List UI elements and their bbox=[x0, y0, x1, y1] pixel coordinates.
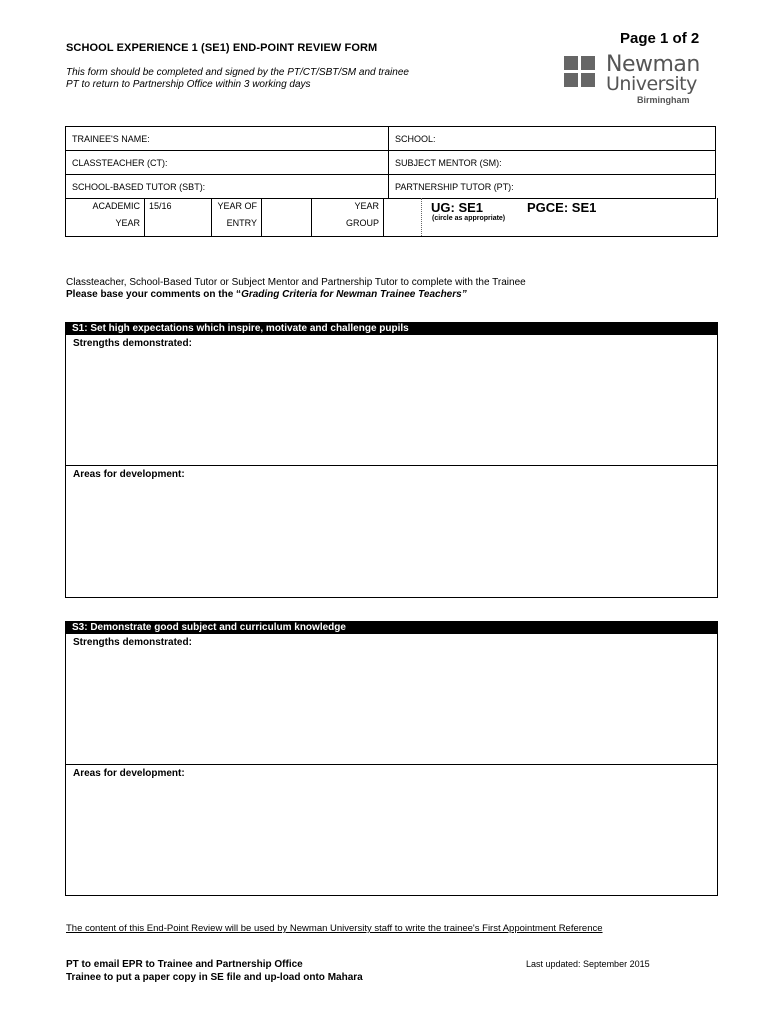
academic-year-label: ACADEMIC YEAR bbox=[66, 198, 145, 236]
footer-note: The content of this End-Point Review will be used by Newman University staff to write the trainee's First Appointment Reference bbox=[66, 923, 603, 934]
trainee-details-table bbox=[65, 126, 716, 199]
footer-instructions bbox=[66, 958, 363, 984]
year-group-value[interactable] bbox=[384, 198, 422, 236]
form-title: SCHOOL EXPERIENCE 1 (SE1) END-POINT REVIEW FORM bbox=[66, 42, 378, 54]
section-heading: S1: Set high expectations which inspire, motivate and challenge pupils bbox=[66, 323, 717, 335]
school-field[interactable]: SCHOOL: bbox=[389, 127, 716, 151]
strengths-label: Strengths demonstrated: bbox=[73, 338, 192, 349]
section-s1 bbox=[65, 322, 718, 598]
strengths-box[interactable] bbox=[66, 335, 717, 466]
guidance-text-bold: Please base your comments on the “Grading Criteria for Newman Trainee Teachers” bbox=[66, 289, 467, 300]
year-of-entry-value[interactable] bbox=[262, 198, 312, 236]
strengths-box[interactable] bbox=[66, 634, 717, 765]
section-heading: S3: Demonstrate good subject and curriculum knowledge bbox=[66, 622, 717, 634]
logo-text: University bbox=[606, 73, 697, 95]
year-group-label: YEAR GROUP bbox=[312, 198, 384, 236]
development-box[interactable] bbox=[66, 466, 717, 595]
page-number: Page 1 of 2 bbox=[620, 30, 700, 47]
footer-line: Trainee to put a paper copy in SE file and up-load onto Mahara bbox=[66, 972, 363, 983]
guidance-text: Classteacher, School-Based Tutor or Subject Mentor and Partnership Tutor to complete with the Trainee bbox=[66, 277, 526, 288]
trainee-name-field[interactable]: TRAINEE'S NAME: bbox=[66, 127, 389, 151]
year-of-entry-label: YEAR OF ENTRY bbox=[212, 198, 262, 236]
form-instructions bbox=[66, 67, 409, 91]
development-label: Areas for development: bbox=[73, 768, 185, 779]
subject-mentor-field[interactable]: SUBJECT MENTOR (SM): bbox=[389, 151, 716, 175]
logo-text: Birmingham bbox=[637, 95, 690, 105]
last-updated: Last updated: September 2015 bbox=[526, 959, 650, 969]
instruction-line: This form should be completed and signed by the PT/CT/SBT/SM and trainee bbox=[66, 67, 409, 78]
year-details-row bbox=[65, 198, 718, 237]
section-s3 bbox=[65, 621, 718, 896]
academic-year-value[interactable]: 15/16 bbox=[145, 198, 212, 236]
classteacher-field[interactable]: CLASSTEACHER (CT): bbox=[66, 151, 389, 175]
newman-university-logo bbox=[564, 52, 704, 108]
circle-note: (circle as appropriate) bbox=[432, 215, 506, 222]
partnership-tutor-field[interactable]: PARTNERSHIP TUTOR (PT): bbox=[389, 175, 716, 199]
logo-text: Newman bbox=[606, 52, 700, 77]
ug-option[interactable]: UG: SE1 bbox=[431, 200, 484, 215]
development-box[interactable] bbox=[66, 765, 717, 893]
pgce-option[interactable]: PGCE: SE1 bbox=[527, 200, 597, 215]
footer-line: PT to email EPR to Trainee and Partnership Office bbox=[66, 959, 303, 970]
school-based-tutor-field[interactable]: SCHOOL-BASED TUTOR (SBT): bbox=[66, 175, 389, 199]
development-label: Areas for development: bbox=[73, 469, 185, 480]
strengths-label: Strengths demonstrated: bbox=[73, 637, 192, 648]
instruction-line: PT to return to Partnership Office within 3 working days bbox=[66, 79, 311, 90]
